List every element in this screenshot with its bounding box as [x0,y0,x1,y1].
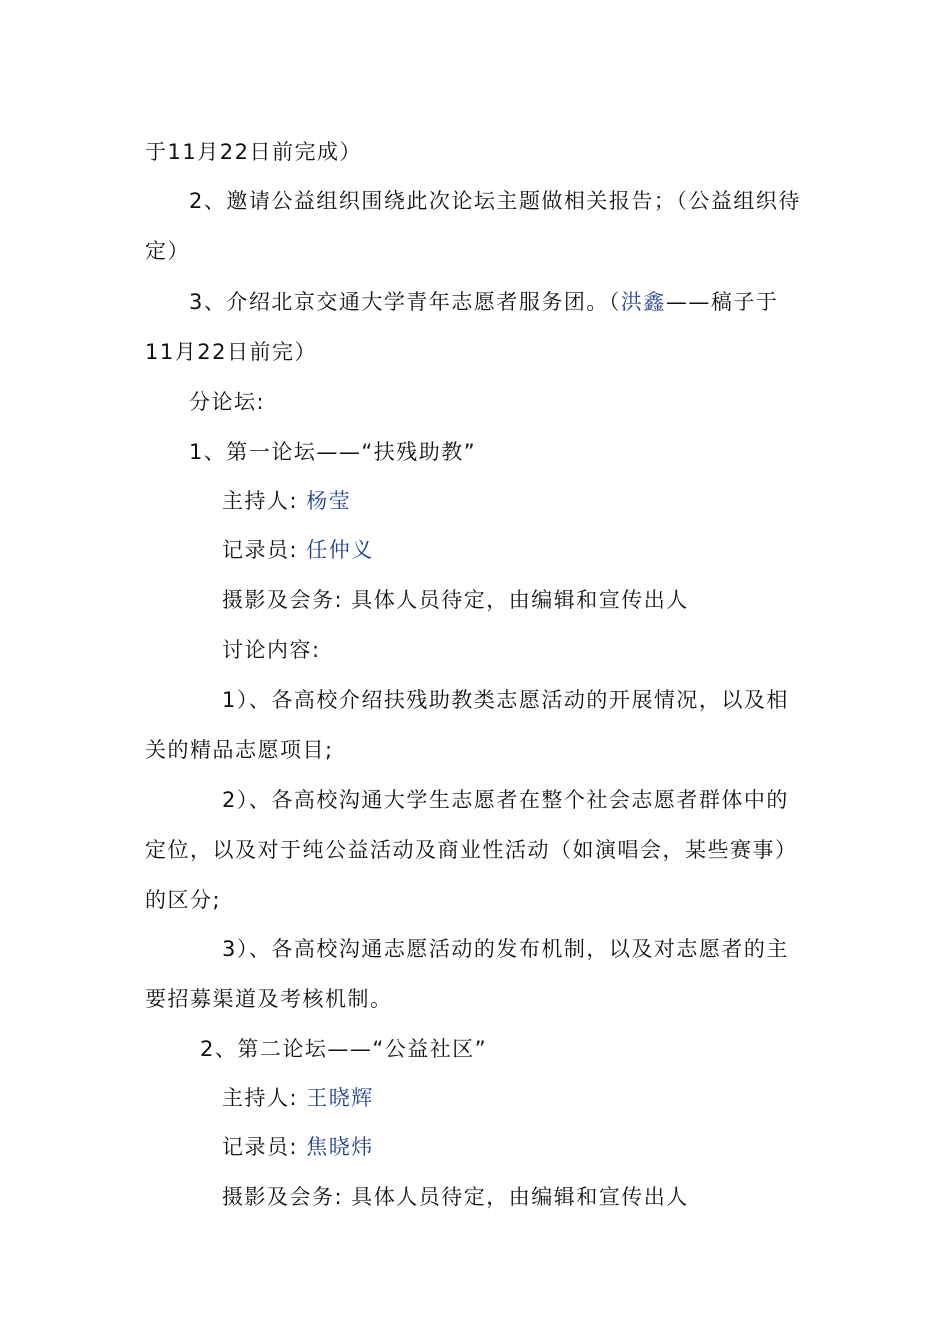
forum2-recorder [222,1132,374,1162]
item3-line1 [189,287,778,317]
forum1-title: 1、第一论坛——“扶残助教” [189,440,477,464]
forum1-host [222,486,351,516]
forum2-photo-staff: 摄影及会务: 具体人员待定，由编辑和宣传出人 [222,1185,689,1209]
forum1-host-name: 杨莹 [306,489,352,513]
intro-item-end: 于11月22日前完成） [145,140,362,164]
forum2-host-label: 主持人: [222,1086,299,1110]
forum2-host [222,1083,374,1113]
forum1-host-label: 主持人: [222,489,299,513]
forum2-host-name: 王晓辉 [306,1086,374,1110]
forum1-discussion-label: 讨论内容: [222,638,321,662]
item3-text-prefix: 3、介绍北京交通大学青年志愿者服务团。（ [189,290,621,314]
forum1-photo-staff: 摄影及会务: 具体人员待定，由编辑和宣传出人 [222,588,689,612]
forum1-point1-line1: 1）、各高校介绍扶残助教类志愿活动的开展情况，以及相 [222,688,789,712]
item2-line1: 2、邀请公益组织围绕此次论坛主题做相关报告；（公益组织待 [189,189,801,213]
forum1-recorder-label: 记录员: [222,538,299,562]
item3-text-suffix: ——稿子于 [665,290,779,314]
forum2-recorder-name: 焦晓炜 [306,1135,374,1159]
item2-line2: 定） [145,239,190,263]
sub-forums-heading: 分论坛: [189,390,266,414]
forum1-recorder [222,535,374,565]
item3-person-name: 洪鑫 [620,290,666,314]
forum2-title: 2、第二论坛——“公益社区” [200,1037,488,1061]
item3-line2: 11月22日前完） [145,340,317,364]
forum1-point2-line3: 的区分; [145,888,222,912]
forum2-recorder-label: 记录员: [222,1135,299,1159]
forum1-point2-line1: 2）、各高校沟通大学生志愿者在整个社会志愿者群体中的 [222,788,789,812]
forum1-point2-line2: 定位，以及对于纯公益活动及商业性活动（如演唱会，某些赛事） [145,838,798,862]
forum1-point3-line1: 3）、各高校沟通志愿活动的发布机制，以及对志愿者的主 [222,937,789,961]
forum1-point1-line2: 关的精品志愿项目; [145,738,334,762]
forum1-point3-line2: 要招募渠道及考核机制。 [145,987,393,1011]
forum1-recorder-name: 任仲义 [306,538,374,562]
